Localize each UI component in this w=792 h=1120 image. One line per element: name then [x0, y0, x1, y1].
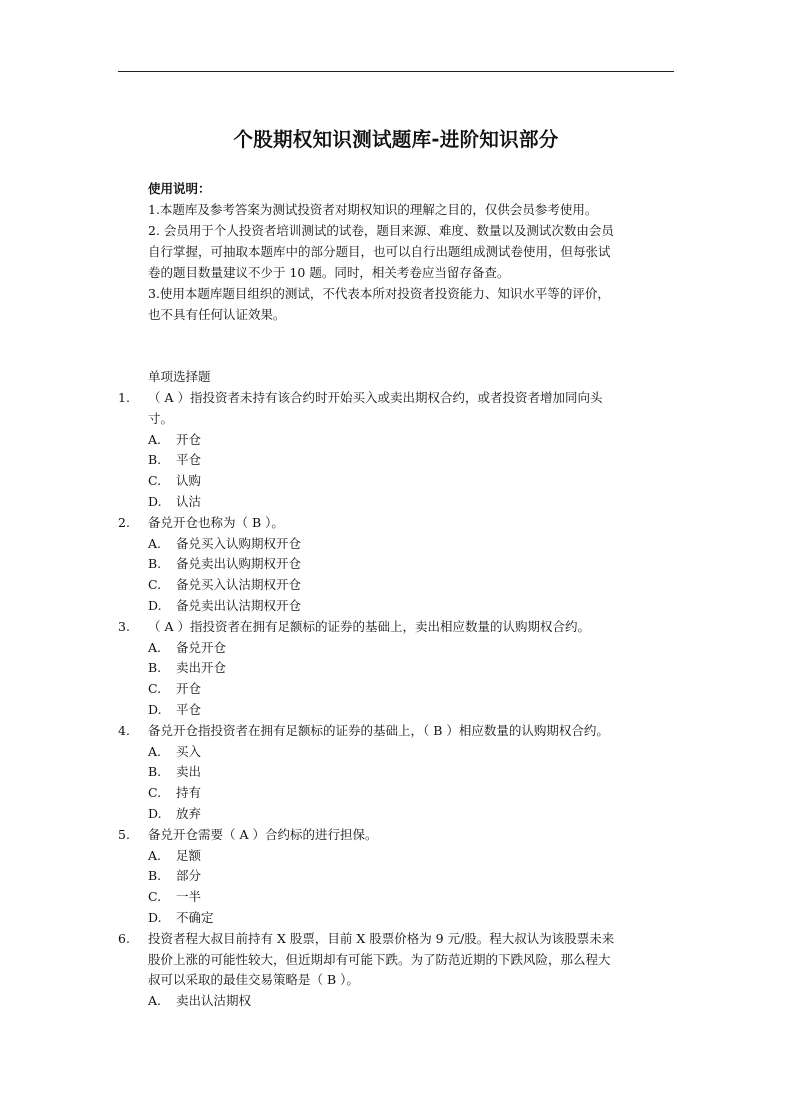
option-text: 持有 — [176, 785, 202, 801]
question-text-line: 备兑开仓需要（ A ）合约标的进行担保。 — [148, 826, 378, 842]
answer-option — [118, 575, 678, 596]
question-stem — [118, 721, 678, 742]
question-text-line: 投资者程大叔目前持有 X 股票，目前 X 股票价格为 9 元/股。程大叔认为该股票未来 — [148, 930, 615, 946]
question-item — [118, 721, 678, 825]
option-letter: C. — [148, 681, 162, 697]
answer-option — [118, 887, 678, 908]
option-letter: D. — [148, 805, 162, 821]
option-letter: A. — [148, 535, 162, 551]
usage-instructions — [148, 178, 678, 325]
question-list — [118, 388, 678, 1012]
option-text: 备兑卖出认购期权开仓 — [176, 556, 302, 572]
option-text: 足额 — [176, 847, 202, 863]
instruction-line: 1.本题库及参考答案为测试投资者对期权知识的理解之目的，仅供会员参考使用。 — [148, 202, 598, 217]
question-number: 5. — [118, 826, 130, 842]
option-letter: C. — [148, 889, 162, 905]
instruction-line: 2. 会员用于个人投资者培训测试的试卷，题目来源、难度、数量以及测试次数由会员 — [148, 223, 614, 238]
question-text-line: 股价上涨的可能性较大，但近期却有可能下跌。为了防范近期的下跌风险，那么程大 — [148, 951, 611, 967]
option-text: 平仓 — [176, 452, 202, 468]
option-letter: B. — [148, 452, 162, 468]
option-letter: A. — [148, 743, 162, 759]
answer-option — [118, 596, 678, 617]
question-stem — [118, 929, 678, 991]
question-stem — [118, 617, 678, 638]
option-letter: D. — [148, 909, 162, 925]
answer-option — [118, 679, 678, 700]
question-number: 1. — [118, 390, 130, 405]
question-number: 6. — [118, 930, 130, 946]
question-item — [118, 929, 678, 1012]
option-letter: B. — [148, 764, 162, 780]
question-text-line: 叔可以采取的最佳交易策略是（ B ）。 — [148, 972, 359, 988]
answer-option — [118, 762, 678, 783]
question-item — [118, 617, 678, 721]
question-text-line: （ A ）指投资者未持有该合约时开始买入或卖出期权合约，或者投资者增加同向头 — [148, 390, 603, 405]
instruction-line: 也不具有任何认证效果。 — [148, 307, 286, 322]
question-text — [148, 825, 678, 846]
option-text: 部分 — [176, 868, 202, 884]
option-text: 认沽 — [176, 493, 202, 509]
instructions-body — [148, 199, 678, 325]
option-text: 卖出 — [176, 764, 202, 780]
option-letter: B. — [148, 868, 162, 884]
option-letter: C. — [148, 785, 162, 801]
question-text — [148, 617, 678, 638]
answer-option — [118, 638, 678, 659]
option-text: 认购 — [176, 473, 202, 489]
answer-option — [118, 554, 678, 575]
header-rule — [118, 71, 674, 72]
question-text-line: 备兑开仓指投资者在拥有足额标的证券的基础上，（ B ）相应数量的认购期权合约。 — [148, 722, 609, 738]
question-item — [118, 513, 678, 617]
question-text — [148, 929, 678, 991]
answer-option — [118, 430, 678, 451]
question-stem — [118, 388, 678, 430]
option-letter: D. — [148, 701, 162, 717]
instructions-heading: 使用说明： — [148, 181, 211, 196]
option-text: 开仓 — [176, 681, 202, 697]
answer-option — [118, 534, 678, 555]
option-letter: B. — [148, 556, 162, 572]
question-text-line: 寸。 — [148, 410, 174, 426]
question-number: 3. — [118, 618, 130, 634]
option-letter: B. — [148, 660, 162, 676]
question-text-line: 备兑开仓也称为（ B ）。 — [148, 514, 284, 530]
question-item — [118, 388, 678, 513]
answer-option — [118, 783, 678, 804]
question-item — [118, 825, 678, 929]
answer-option — [118, 471, 678, 492]
question-text-line: （ A ）指投资者在拥有足额标的证券的基础上，卖出相应数量的认购期权合约。 — [148, 618, 590, 634]
answer-option — [118, 492, 678, 513]
question-text — [148, 721, 678, 742]
option-text: 卖出开仓 — [176, 660, 227, 676]
instruction-line: 3.使用本题库题目组织的测试，不代表本所对投资者投资能力、知识水平等的评价， — [148, 286, 610, 301]
section-label: 单项选择题 — [148, 369, 211, 384]
question-number: 4. — [118, 722, 130, 738]
answer-option — [118, 450, 678, 471]
answer-option — [118, 866, 678, 887]
instruction-line: 自行掌握，可抽取本题库中的部分题目，也可以自行出题组成测试卷使用，但每张试 — [148, 244, 611, 259]
question-number: 2. — [118, 514, 130, 530]
answer-option — [118, 846, 678, 867]
option-letter: A. — [148, 639, 162, 655]
option-text: 一半 — [176, 889, 202, 905]
instruction-line: 卷的题目数量建议不少于 10 题。同时，相关考卷应当留存备查。 — [148, 265, 510, 280]
answer-option — [118, 804, 678, 825]
option-text: 卖出认沽期权 — [176, 993, 252, 1009]
answer-option — [118, 700, 678, 721]
option-text: 平仓 — [176, 701, 202, 717]
option-letter: C. — [148, 577, 162, 593]
question-stem — [118, 513, 678, 534]
option-text: 放弃 — [176, 805, 202, 821]
question-text — [148, 513, 678, 534]
option-text: 买入 — [176, 743, 202, 759]
option-letter: D. — [148, 493, 162, 509]
option-letter: A. — [148, 847, 162, 863]
option-text: 开仓 — [176, 431, 202, 447]
answer-option — [118, 742, 678, 763]
option-text: 备兑买入认购期权开仓 — [176, 535, 302, 551]
option-letter: A. — [148, 431, 162, 447]
option-text: 备兑卖出认沽期权开仓 — [176, 597, 302, 613]
answer-option — [118, 991, 678, 1012]
question-stem — [118, 825, 678, 846]
document-title: 个股期权知识测试题库-进阶知识部分 — [233, 128, 559, 151]
question-text — [148, 388, 678, 430]
option-letter: A. — [148, 993, 162, 1009]
option-text: 不确定 — [176, 909, 214, 925]
answer-option — [118, 658, 678, 679]
answer-option — [118, 908, 678, 929]
option-text: 备兑买入认沽期权开仓 — [176, 577, 302, 593]
option-text: 备兑开仓 — [176, 639, 227, 655]
option-letter: D. — [148, 597, 162, 613]
option-letter: C. — [148, 473, 162, 489]
